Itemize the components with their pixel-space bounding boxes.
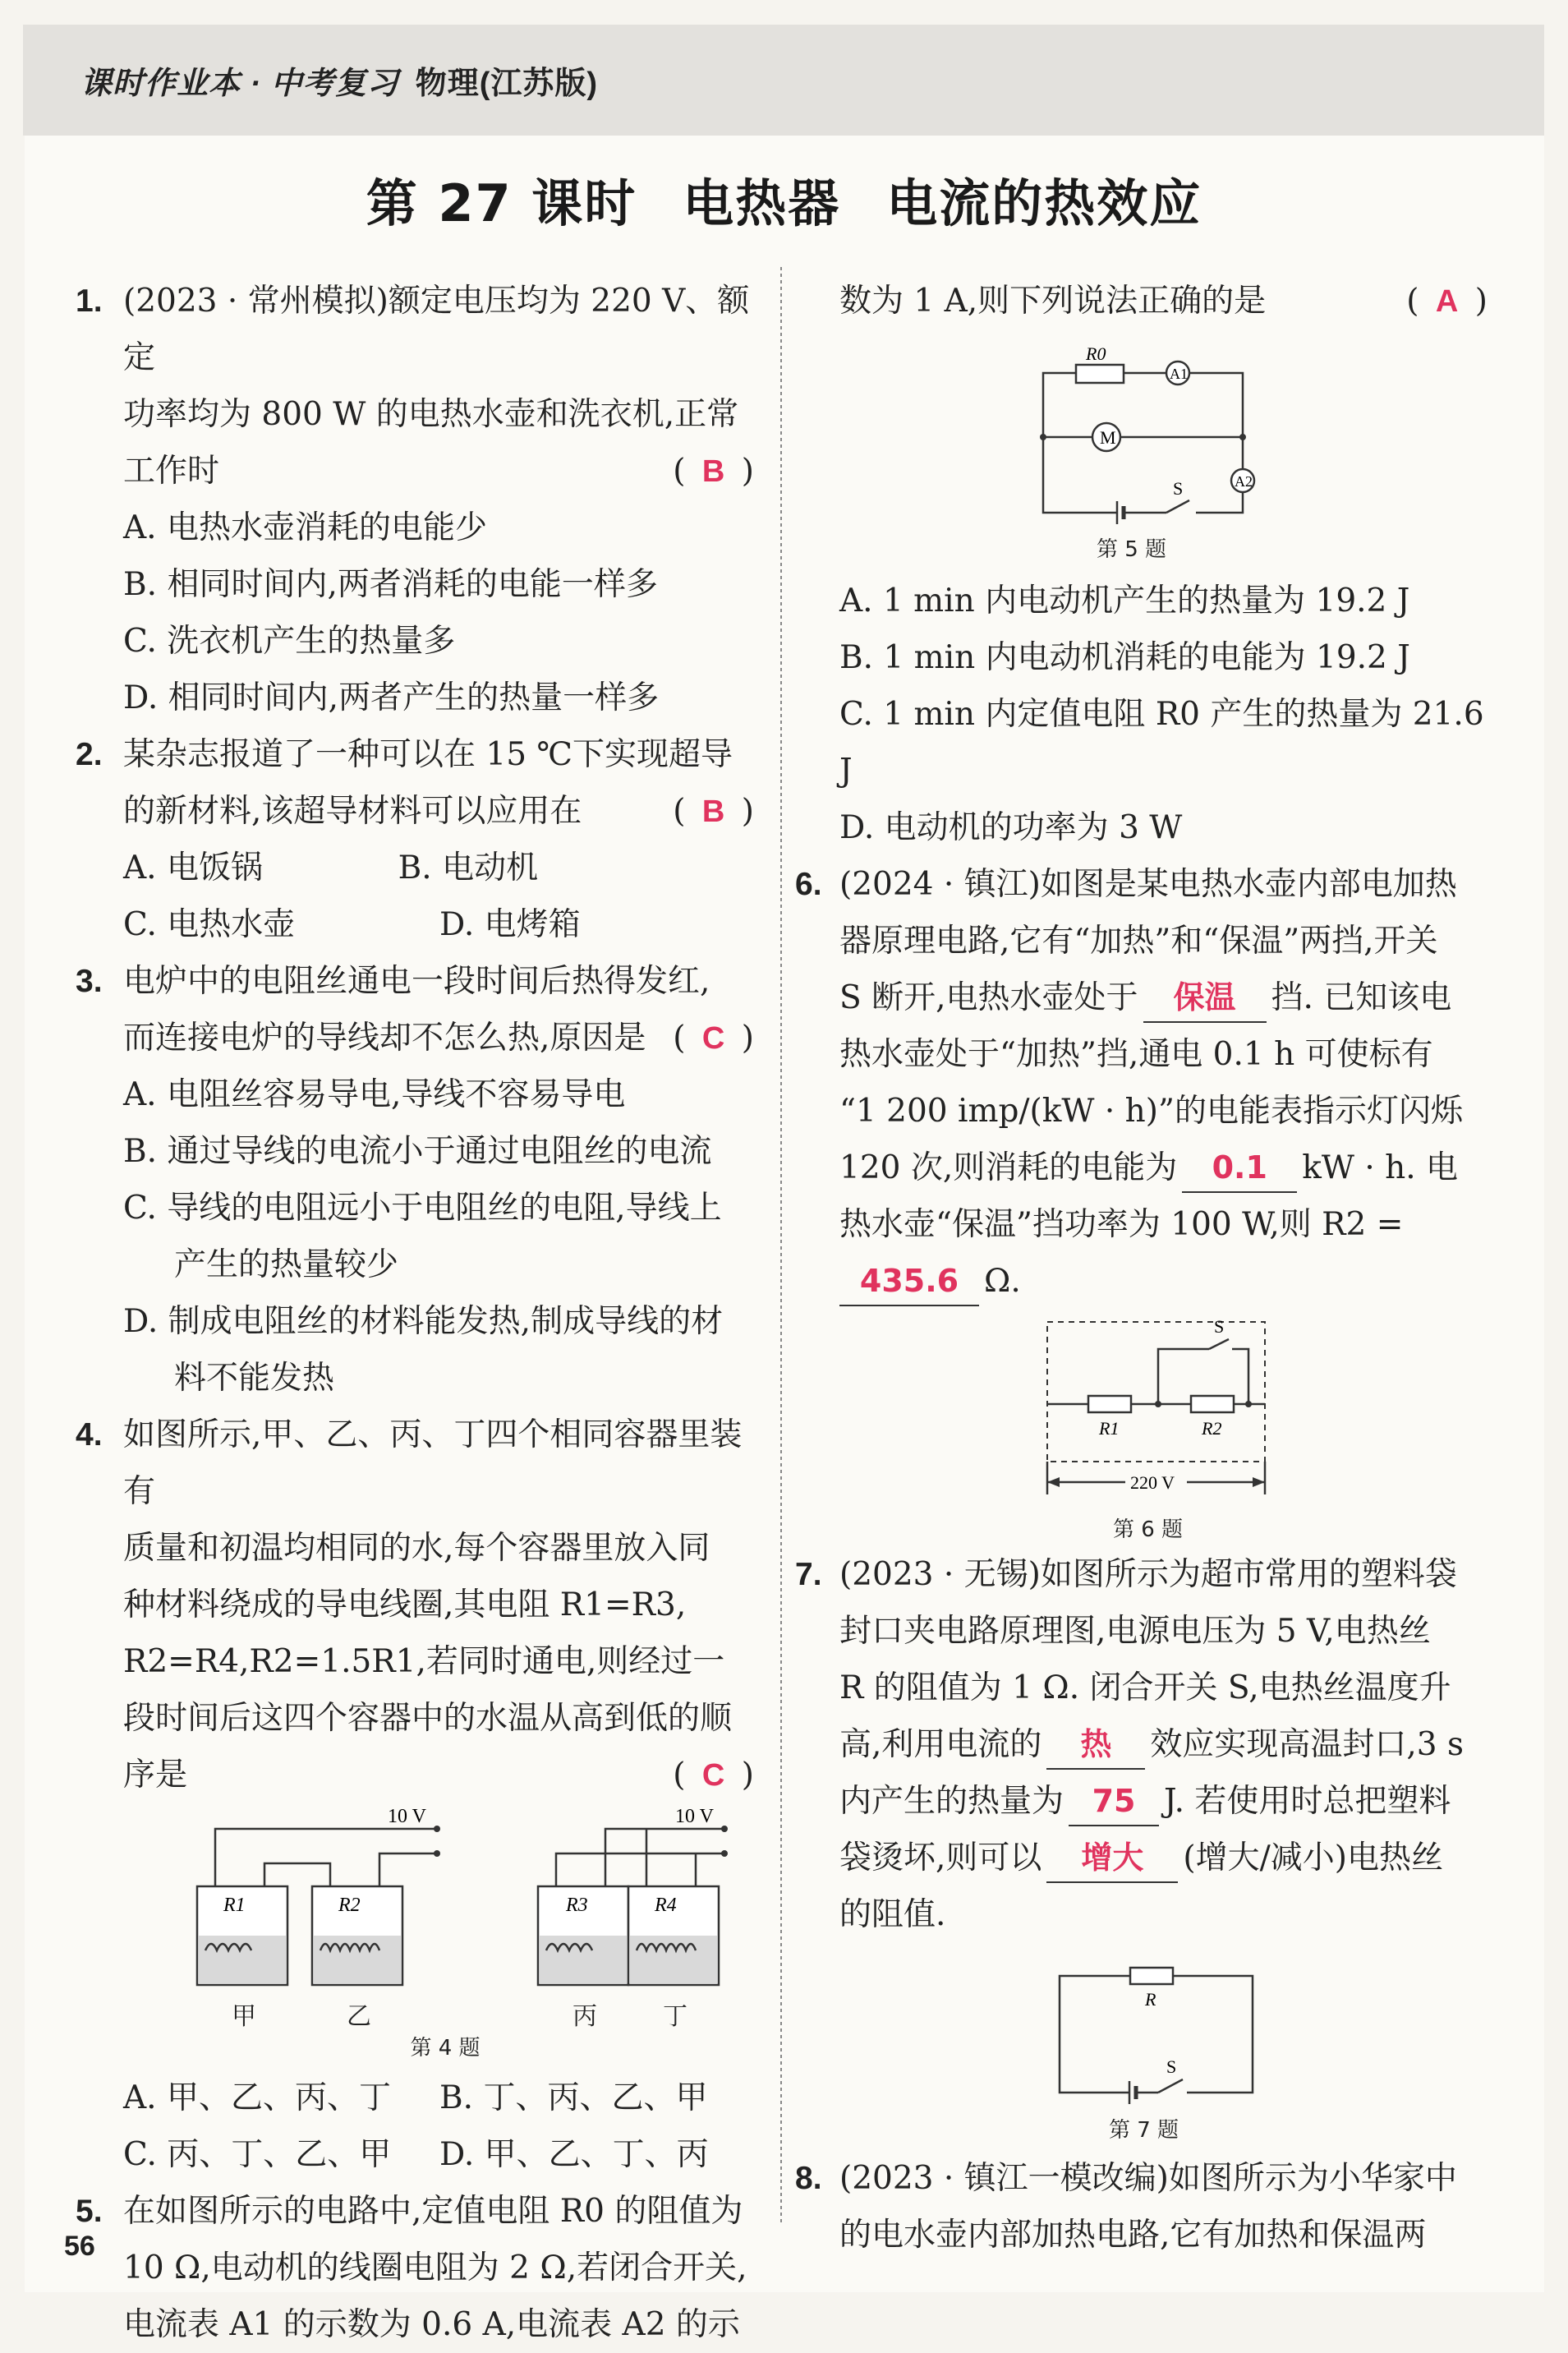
option-c: C. 1 min 内定值电阻 R0 产生的热量为 21.6 J: [839, 696, 1484, 790]
options-row: [76, 896, 757, 953]
question-text: 的阻值.: [839, 1896, 946, 1933]
q6-switch-label: S: [1214, 1316, 1225, 1337]
option-d-cont: 料不能发热: [174, 1360, 335, 1397]
question-text-line: 工作时 ( B ): [123, 443, 757, 500]
question-text: 热水壶处于“加热”挡,通电 0.1 h 可使标有: [839, 1036, 1433, 1073]
answer-mark: C: [701, 1021, 729, 1056]
question-1: [76, 273, 757, 500]
question-text: 电炉中的电阻丝通电一段时间后热得发红,: [123, 963, 710, 1000]
question-number: 6.: [795, 867, 822, 902]
page-header: [23, 25, 1544, 136]
q7-circuit-diagram: [821, 1951, 1491, 2116]
q4-voltage-right: 10 V: [675, 1806, 714, 1827]
header-subject: 物理(江苏版): [415, 67, 599, 101]
q4-label-jia: 甲: [232, 2002, 256, 2031]
question-text-line: 120 次,则消耗的电能为 0.1 kW · h. 电: [839, 1140, 1491, 1196]
question-text-line: 内产生的热量为 75 J. 若使用时总把塑料: [839, 1773, 1491, 1830]
q6-r1-label: R1: [1099, 1418, 1120, 1439]
answer-mark: B: [701, 454, 729, 489]
question-5: [76, 2183, 757, 2353]
page-number: 56: [64, 2231, 95, 2262]
q4-container-labels: [76, 2001, 757, 2033]
question-text: R 的阻值为 1 Ω. 闭合开关 S,电热丝温度升: [839, 1669, 1451, 1706]
question-text: (2023 · 镇江一模改编)如图所示为小华家中: [839, 2160, 1457, 2197]
question-2: [76, 726, 757, 840]
figure-q7: [821, 1951, 1491, 2116]
blank-3: 435.6: [839, 1258, 979, 1306]
q7-switch-label: S: [1166, 2056, 1177, 2077]
option-c: C. 电热水壶: [123, 906, 296, 943]
question-text-line: 的新材料,该超导材料可以应用在 ( B ): [123, 783, 757, 840]
left-column: [76, 273, 757, 2353]
options-row: [76, 2070, 757, 2126]
lesson-title: [0, 163, 1568, 236]
question-text-line: S 断开,电热水壶处于 保温 挡. 已知该电: [839, 969, 1491, 1026]
answer-paren: ( C ): [673, 1757, 757, 1794]
question-text: (2023 · 无锡)如图所示为超市常用的塑料袋: [839, 1556, 1457, 1593]
question-number: 5.: [76, 2194, 103, 2229]
question-5-cont: 数为 1 A,则下列说法正确的是 ( A ): [821, 273, 1491, 329]
option-a: A. 1 min 内电动机产生的热量为 19.2 J: [839, 582, 1410, 619]
option-c: C. 导线的电阻远小于电阻丝的电阻,导线上: [123, 1190, 722, 1227]
q5-circuit-diagram: [821, 330, 1491, 536]
question-3: [76, 953, 757, 1066]
q4-label-ding: 丁: [663, 2002, 687, 2031]
q5-a1-label: A1: [1170, 366, 1188, 382]
answer-paren: ( A ): [1406, 283, 1491, 320]
q4-r2-label: R2: [338, 1895, 361, 1916]
question-text-line: 而连接电炉的导线却不怎么热,原因是 ( C ): [123, 1010, 757, 1066]
question-4: [76, 1407, 757, 1803]
lesson-number: 第 27 课时: [366, 173, 637, 233]
answer-mark: C: [701, 1758, 729, 1793]
question-text: 如图所示,甲、乙、丙、丁四个相同容器里装有: [123, 1416, 743, 1510]
figure-q6: [821, 1310, 1491, 1515]
lesson-topic-1: 电热器: [683, 173, 841, 233]
question-text: 段时间后这四个容器中的水温从高到低的顺: [123, 1700, 733, 1737]
question-text: 种材料绕成的导电线圈,其电阻 R1=R3,: [123, 1586, 687, 1623]
question-text: “1 200 imp/(kW · h)”的电能表指示灯闪烁: [839, 1093, 1463, 1130]
question-text: 功率均为 800 W 的电热水壶和洗衣机,正常: [123, 396, 739, 433]
answer-mark: B: [701, 794, 729, 829]
option-b: B. 1 min 内电动机消耗的电能为 19.2 J: [839, 639, 1410, 676]
question-text-line: 袋烫坏,则可以 增大 (增大/减小)电热丝: [839, 1830, 1491, 1886]
figure-q5: [821, 329, 1491, 535]
option-b: B. 通过导线的电流小于通过电阻丝的电流: [123, 1133, 712, 1170]
question-number: 8.: [795, 2161, 822, 2196]
option-a: A. 电阻丝容易导电,导线不容易导电: [123, 1076, 626, 1113]
options-row: [76, 840, 673, 896]
answer-paren: ( B ): [673, 793, 757, 830]
option-d: D. 电动机的功率为 3 W: [839, 809, 1183, 846]
option-d: D. 制成电阻丝的材料能发热,制成导线的材: [123, 1303, 724, 1340]
header-series: 课时作业本 · 中考复习: [80, 67, 399, 101]
blank-2: 75: [1069, 1778, 1159, 1826]
q4-r1-label: R1: [223, 1895, 246, 1916]
question-number: 1.: [76, 283, 103, 319]
question-text: 质量和初温均相同的水,每个容器里放入同: [123, 1530, 710, 1567]
question-text: 热水壶“保温”挡功率为 100 W,则 R2 =: [839, 1206, 1404, 1243]
q5-switch-label: S: [1173, 478, 1184, 499]
question-number: 2.: [76, 737, 103, 772]
question-number: 4.: [76, 1417, 103, 1453]
q7-figure-caption: 第 7 题: [1108, 2118, 1179, 2143]
option-a: A. 甲、乙、丙、丁: [123, 2079, 391, 2116]
blank-2: 0.1: [1182, 1144, 1297, 1193]
options-row: [76, 2126, 757, 2183]
answer-paren: ( B ): [673, 453, 757, 490]
option-b: B. 电动机: [398, 850, 539, 886]
q4-circuit-diagram: [76, 1804, 757, 2001]
question-6: [795, 856, 1491, 1310]
q5-a2-label: A2: [1235, 473, 1253, 490]
question-text: 器原理电路,它有“加热”和“保温”两挡,开关: [839, 923, 1438, 960]
question-text-line: 序是 ( C ): [123, 1747, 757, 1803]
q5-figure-caption: 第 5 题: [1096, 537, 1167, 562]
blank-1: 热: [1046, 1721, 1145, 1770]
question-text: (2023 · 常州模拟)额定电压均为 220 V、额定: [123, 283, 750, 376]
q4-label-bing: 丙: [572, 2002, 597, 2031]
option-d: D. 电烤箱: [439, 906, 581, 943]
header-text: [80, 58, 598, 103]
question-number: 7.: [795, 1557, 822, 1592]
option-b: B. 相同时间内,两者消耗的电能一样多: [123, 566, 658, 603]
option-a: A. 电热水壶消耗的电能少: [123, 509, 487, 546]
q4-figure-caption: 第 4 题: [410, 2036, 481, 2061]
answer-paren: ( C ): [673, 1020, 757, 1057]
option-c-cont: 产生的热量较少: [174, 1246, 399, 1283]
q6-r2-label: R2: [1202, 1418, 1222, 1439]
lesson-topic-2: 电流的热效应: [886, 173, 1202, 233]
option-b: B. 丁、丙、乙、甲: [439, 2079, 708, 2116]
question-text: 电流表 A1 的示数为 0.6 A,电流表 A2 的示: [123, 2306, 740, 2343]
question-text: R2=R4,R2=1.5R1,若同时通电,则经过一: [123, 1643, 725, 1680]
option-d: D. 相同时间内,两者产生的热量一样多: [123, 679, 660, 716]
question-text-line: 高,利用电流的 热 效应实现高温封口,3 s: [839, 1716, 1491, 1773]
blank-1: 保温: [1143, 974, 1267, 1023]
question-text: (2024 · 镇江)如图是某电热水壶内部电加热: [839, 866, 1457, 903]
blank-3: 增大: [1046, 1835, 1178, 1883]
question-text: 在如图所示的电路中,定值电阻 R0 的阻值为: [123, 2193, 743, 2230]
question-7: [795, 1546, 1491, 1943]
q4-voltage-left: 10 V: [388, 1806, 426, 1827]
q5-r0-label: R0: [1086, 343, 1106, 364]
question-text-line: 435.6 Ω.: [839, 1253, 1491, 1310]
right-column: [795, 273, 1491, 2263]
option-c: C. 洗衣机产生的热量多: [123, 623, 456, 660]
q4-r4-label: R4: [655, 1895, 677, 1916]
question-text: 封口夹电路原理图,电源电压为 5 V,电热丝: [839, 1613, 1431, 1650]
answer-mark: A: [1435, 284, 1462, 319]
question-text: 某杂志报道了一种可以在 15 ℃下实现超导: [123, 736, 733, 773]
q4-r3-label: R3: [566, 1895, 588, 1916]
q7-r-label: R: [1145, 1989, 1156, 2010]
q6-figure-caption: 第 6 题: [1112, 1517, 1184, 1542]
option-d: D. 甲、乙、丁、丙: [439, 2136, 709, 2173]
option-a: A. 电饭锅: [123, 850, 263, 886]
option-c: C. 丙、丁、乙、甲: [123, 2136, 392, 2173]
figure-q4: [76, 1803, 757, 2001]
question-text: 的电水壶内部加热电路,它有加热和保温两: [839, 2217, 1427, 2254]
question-text: 10 Ω,电动机的线圈电阻为 2 Ω,若闭合开关,: [123, 2249, 747, 2286]
q5-motor-label: M: [1100, 427, 1116, 448]
q4-label-yi: 乙: [347, 2002, 371, 2031]
q6-circuit-diagram: [821, 1310, 1491, 1515]
question-8: [795, 2150, 1491, 2263]
q6-voltage-label: 220 V: [1130, 1472, 1175, 1493]
question-number: 3.: [76, 964, 103, 999]
